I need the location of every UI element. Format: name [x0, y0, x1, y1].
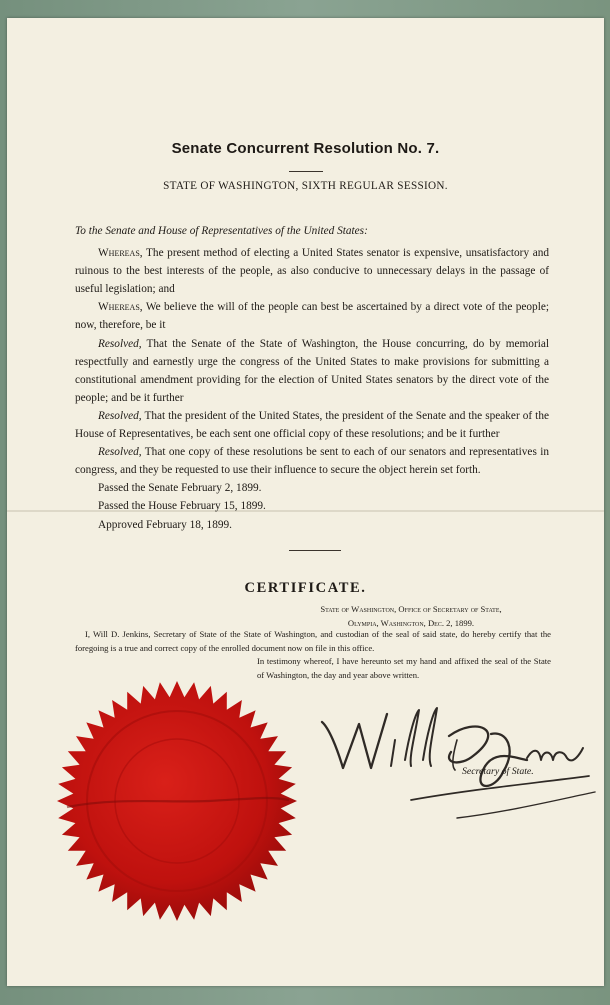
title-divider [289, 171, 323, 172]
resolved-paragraph-1 [75, 335, 549, 407]
resolved-text: That one copy of these resolutions be sent to each of our senators and representatives in congress, and they be requested to use their influence to secure the object herein set forth. [75, 446, 549, 477]
whereas-text: The present method of electing a United States senator is expensive, unsatisfactory and ruinous to the best interests of the people, as also conducive to unnecessary delays in the passage of useful legislation; and [75, 247, 550, 296]
resolved-lead: Resolved, [98, 409, 142, 422]
red-wax-seal [49, 679, 306, 923]
passed-senate: Passed the Senate February 2, 1899. [98, 482, 262, 495]
whereas-paragraph-2 [75, 298, 549, 334]
resolution-title: Senate Concurrent Resolution No. 7. [171, 140, 440, 157]
certificate-divider [289, 550, 341, 551]
resolved-lead: Resolved, [98, 337, 142, 350]
resolution-body [75, 222, 549, 534]
resolved-lead: Resolved, [98, 446, 142, 459]
resolved-paragraph-3 [75, 443, 549, 479]
office-line-1: State of Washington, Office of Secretary of State, [320, 604, 502, 614]
resolved-paragraph-2 [75, 407, 549, 443]
whereas-text: We believe the will of the people can best be ascertained by a direct vote of the people; now, therefore, be it [75, 301, 549, 332]
whereas-lead: Whereas, [98, 247, 143, 260]
resolved-text: That the Senate of the State of Washington, the House concurring, do by memorial respectfully and earnestly urge the congress of the United States to make provisions for submitting a constitutional amendment providing for the election of United States senators by the direct vote of the people; and be it further [75, 337, 550, 404]
certificate-office-heading [261, 603, 561, 630]
certificate-title: CERTIFICATE. [244, 580, 367, 596]
approved-date: Approved February 18, 1899. [98, 518, 232, 531]
whereas-lead: Whereas, [98, 301, 143, 314]
resolved-text: That the president of the United States, the president of the Senate and the speaker of the House of Representatives, be each sent one official copy of these resolutions; and be it further [75, 409, 549, 441]
certificate-body [75, 628, 551, 682]
passed-house: Passed the House February 15, 1899. [98, 500, 266, 513]
testimony-statement: In testimony whereof, I have hereunto set my hand and affixed the seal of the State of Washington, the day and year above written. [257, 656, 551, 680]
whereas-paragraph-1 [75, 244, 549, 298]
document-paper [7, 18, 604, 986]
session-heading: STATE OF WASHINGTON, SIXTH REGULAR SESSION. [163, 180, 448, 192]
office-line-2: Olympia, Washington, Dec. 2, 1899. [347, 617, 475, 628]
certify-statement: I, Will D. Jenkins, Secretary of State of the State of Washington, and custodian of the seal of said state, do hereby certify that the foregoing is a true and correct copy of the enrolled document now on file in this office. [75, 629, 551, 653]
signer-title: Secretary of State. [462, 766, 534, 777]
address-line: To the Senate and House of Representatives of the United States: [75, 225, 368, 237]
handwritten-signature [307, 700, 599, 825]
